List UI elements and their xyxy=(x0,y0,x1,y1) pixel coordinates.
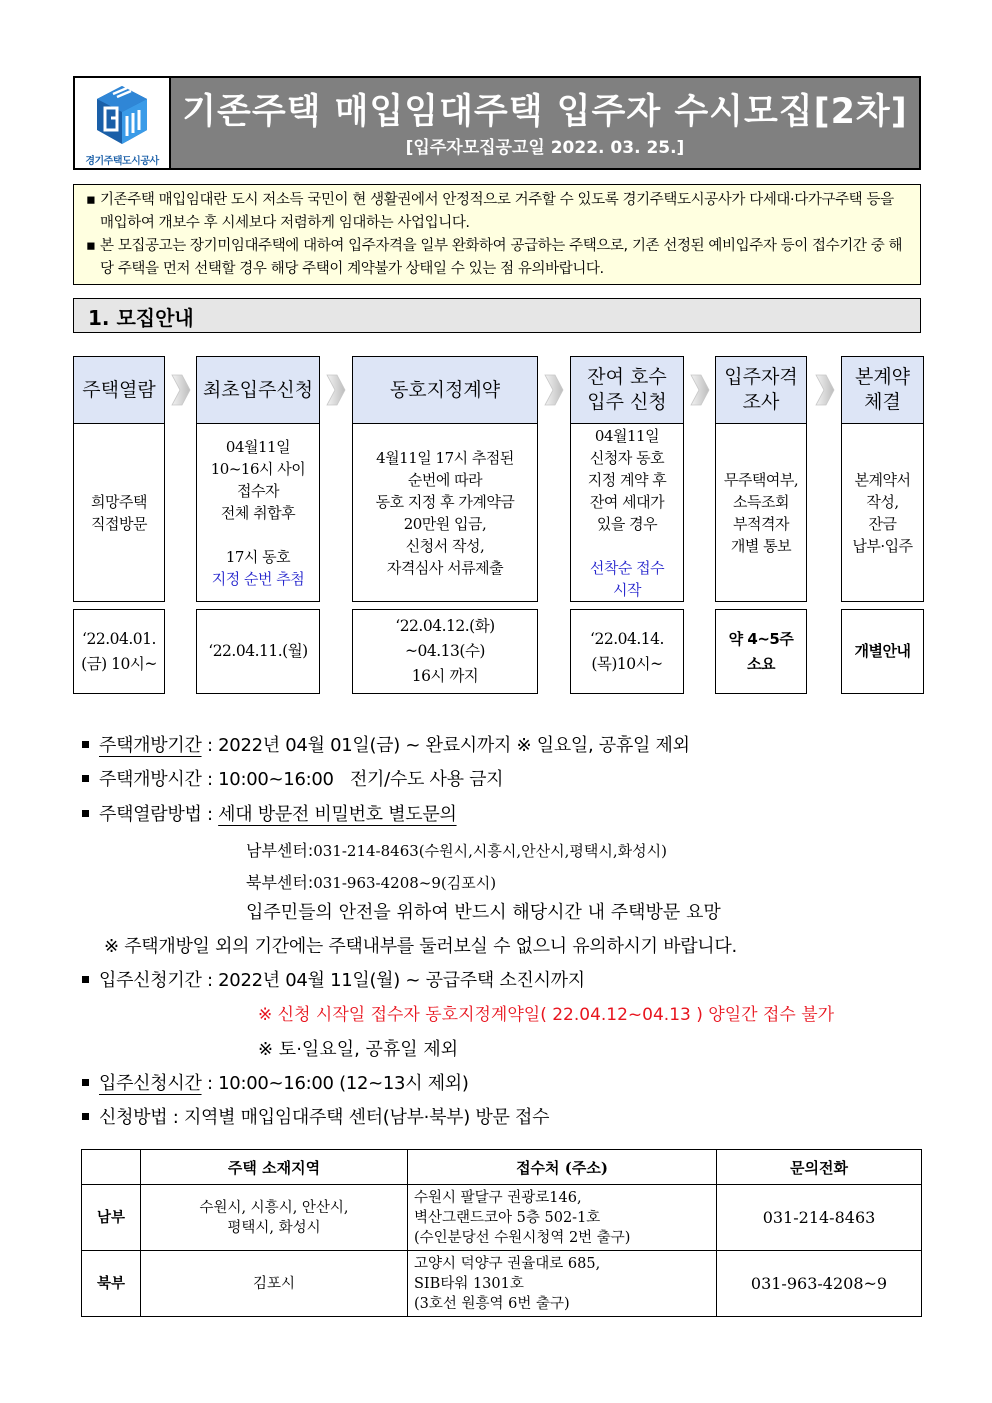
table-row xyxy=(82,1185,922,1251)
step-description: 희망주택 직접방문 xyxy=(73,424,165,602)
safety-note: 입주민들의 안전을 위하여 반드시 해당시간 내 주택방문 요망 xyxy=(246,902,721,923)
step-date: 개별안내 xyxy=(841,609,924,694)
table-header: 문의전화 xyxy=(717,1150,922,1185)
step-head xyxy=(570,356,684,424)
bullet-icon xyxy=(82,1113,89,1120)
phone-cell: 031-214-8463 xyxy=(717,1185,922,1251)
step-date: ‘22.04.14. (목)10시~ xyxy=(570,609,684,694)
bullet-icon xyxy=(82,775,89,782)
apply-period-line: 입주신청기간 : 2022년 04월 11일(월) ~ 공급주택 소진시까지 xyxy=(82,966,585,992)
notice-bullet: ▪ 본 모집공고는 장기미임대주택에 대하여 입주자격을 일부 완화하여 공급하는 주택으로, 기존 선정된 예비입주자 등이 접수기간 중 해당 주택을 먼저 선택할 경우 해당 주택이 계약불가 상태일 수 있는 점 유의바랍니다. xyxy=(86,235,908,281)
table-header: 주택 소재지역 xyxy=(141,1150,408,1185)
chevron-right-icon xyxy=(170,373,192,407)
address-cell: 고양시 덕양구 권율대로 685, SIB타워 1301호 (3호선 원흥역 6번 출구) xyxy=(408,1251,717,1317)
bullet-icon xyxy=(82,741,89,748)
notice-bullet: ▪ 기존주택 매입임대란 도시 저소득 국민이 현 생활권에서 안정적으로 거주할 수 있도록 경기주택도시공사가 다세대·다가구주택 등을 매입하여 개보수 후 시세보다 저렴하게 임대하는 사업입니다. xyxy=(86,189,908,235)
step-title: 주택열람 xyxy=(82,378,156,401)
center-table xyxy=(81,1149,922,1317)
step-description: 4월11일 17시 추점된 순번에 따라 동호 지정 후 가계약금 20만원 입금, 신청서 작성, 자격심사 서류제출 xyxy=(352,424,538,602)
chevron-right-icon xyxy=(543,373,565,407)
step-title: 동호지정계약 xyxy=(389,378,501,401)
step-head xyxy=(715,356,807,424)
section-heading: 1. 모집안내 xyxy=(73,298,921,333)
chevron-right-icon xyxy=(689,373,711,407)
bullet-icon xyxy=(82,976,89,983)
table-header: 접수처 (주소) xyxy=(408,1150,717,1185)
notice-box xyxy=(73,184,921,285)
step-description: 본계약서 작성, 잔금 납부·입주 xyxy=(841,424,924,602)
page-title: 기존주택 매입임대주택 입주자 수시모집[2차] xyxy=(182,92,908,132)
open-time-line: 주택개방시간 : 10:00~16:00 전기/수도 사용 금지 xyxy=(82,765,503,791)
step-description: 04월11일 10~16시 사이 접수자 전체 취합후 17시 동호 지정 순번 추첨 xyxy=(196,424,320,602)
gh-logo-icon xyxy=(95,84,149,150)
step-head xyxy=(196,356,320,424)
apply-holiday-note: ※ 토·일요일, 공휴일 제외 xyxy=(258,1039,459,1060)
table-header-row xyxy=(82,1150,922,1185)
step-title: 잔여 호수 xyxy=(587,366,667,388)
step-head xyxy=(841,356,924,424)
areas-cell: 수원시, 시흥시, 안산시, 평택시, 화성시 xyxy=(141,1185,408,1251)
logo xyxy=(75,78,171,168)
page-subtitle: [입주자모집공고일 2022. 03. 25.] xyxy=(405,138,685,158)
step-title: 본계약 xyxy=(854,366,911,388)
phone-cell: 031-963-4208~9 xyxy=(717,1251,922,1317)
south-center-line: 남부센터:031-214-8463(수원시,시흥시,안산시,평택시,화성시) xyxy=(246,841,667,860)
step-description: 04월11일 신청자 동호 지정 계약 후 잔여 세대가 있을 경우 선착순 접수 시작 xyxy=(570,424,684,602)
table-header xyxy=(82,1150,141,1185)
open-period-line: 주택개방기간 : 2022년 04월 01일(금) ~ 완료시까지 ※ 일요일, 공휴일 제외 xyxy=(82,731,690,757)
open-day-warning: ※ 주택개방일 외의 기간에는 주택내부를 둘러보실 수 없으니 유의하시기 바랍니다. xyxy=(104,936,737,957)
step-head xyxy=(73,356,165,424)
areas-cell: 김포시 xyxy=(141,1251,408,1317)
bullet-icon: ▪ xyxy=(86,192,96,208)
apply-method-line: 신청방법 : 지역별 매입임대주택 센터(남부·북부) 방문 접수 xyxy=(82,1103,549,1129)
apply-red-note: ※ 신청 시작일 접수자 동호지정계약일( 22.04.12~04.13 ) 양일간 접수 불가 xyxy=(258,1005,835,1025)
north-center-line: 북부센터:031-963-4208~9(김포시) xyxy=(246,873,497,892)
step-date: 약 4~5주 소요 xyxy=(715,609,807,694)
region-cell: 남부 xyxy=(82,1185,141,1251)
step-title: 조사 xyxy=(742,391,780,413)
step-title: 입주자격 xyxy=(724,366,798,388)
step-title: 최초입주신청 xyxy=(202,378,314,401)
bullet-icon xyxy=(82,810,89,817)
step-description: 무주택여부, 소득조회 부적격자 개별 통보 xyxy=(715,424,807,602)
apply-time-line: 입주신청시간 : 10:00~16:00 (12~13시 제외) xyxy=(82,1069,469,1095)
document-header xyxy=(73,76,921,170)
bullet-icon: ▪ xyxy=(86,238,96,254)
view-method-line: 주택열람방법 : 세대 방문전 비밀번호 별도문의 xyxy=(82,800,457,826)
logo-text: 경기주택도시공사 xyxy=(85,156,159,167)
bullet-icon xyxy=(82,1079,89,1086)
step-date: ‘22.04.01. (금) 10시~ xyxy=(73,609,165,694)
step-head xyxy=(352,356,538,424)
step-title: 체결 xyxy=(864,391,901,413)
region-cell: 북부 xyxy=(82,1251,141,1317)
step-date: ‘22.04.11.(월) xyxy=(196,609,320,694)
step-title: 입주 신청 xyxy=(587,391,667,413)
address-cell: 수원시 팔달구 권광로146, 벽산그랜드코아 5층 502-1호 (수인분당선 수원시청역 2번 출구) xyxy=(408,1185,717,1251)
table-row xyxy=(82,1251,922,1317)
chevron-right-icon xyxy=(325,373,347,407)
step-date: ‘22.04.12.(화) ~04.13(수) 16시 까지 xyxy=(352,609,538,694)
chevron-right-icon xyxy=(814,373,836,407)
